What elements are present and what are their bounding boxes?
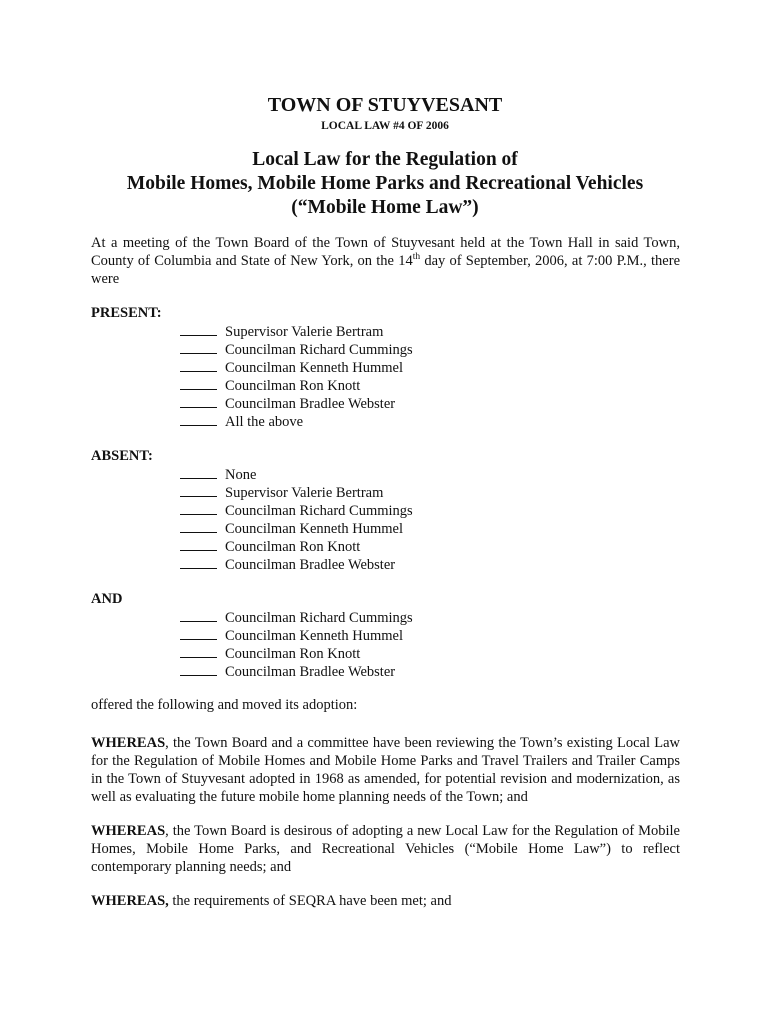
list-item — [180, 644, 413, 662]
town-title: TOWN OF STUYVESANT — [267, 94, 503, 116]
list-item — [180, 662, 413, 680]
list-item-label: All the above — [225, 414, 304, 430]
intro-ordinal-suffix: th — [412, 252, 421, 263]
whereas-text: , the Town Board is desirous of adopting a new Local Law for the Regulation of Mobile Homes, Mobile Home Parks, and Recreational Vehicles (“Mobile Home Law”) to reflect contemporary planning needs; and — [91, 823, 680, 875]
list-item — [180, 519, 413, 537]
absent-label: ABSENT: — [91, 448, 153, 464]
checkmark-blank[interactable] — [180, 537, 217, 551]
list-item-label: Councilman Ron Knott — [225, 646, 361, 662]
list-item-label: Supervisor Valerie Bertram — [225, 324, 384, 340]
list-item-label: Councilman Kenneth Hummel — [225, 628, 403, 644]
list-item-label: Councilman Kenneth Hummel — [225, 360, 403, 376]
checkmark-blank[interactable] — [180, 519, 217, 533]
list-item-label: Councilman Ron Knott — [225, 539, 361, 555]
list-item — [180, 376, 413, 394]
absent-list — [180, 465, 413, 573]
present-list — [180, 322, 413, 430]
list-item-label: Councilman Richard Cummings — [225, 342, 413, 358]
list-item — [180, 322, 413, 340]
list-item — [180, 465, 413, 483]
list-item — [180, 340, 413, 358]
list-item-label: Supervisor Valerie Bertram — [225, 485, 384, 501]
intro-text-after: day of September, 2006, at 7:00 P.M., there were — [91, 253, 681, 287]
whereas-text: , the Town Board and a committee have been reviewing the Town’s existing Local Law for the Regulation of Mobile Homes and Mobile Home Parks and Travel Trailers and Trailer Camps in the Town of Stuyvesant adopted in 1968 as amended, for potential revision and modernization, as well as evaluating the future mobile home planning needs of the Town; and — [91, 735, 680, 805]
checkmark-blank[interactable] — [180, 483, 217, 497]
intro-text-before: At a meeting of the Town Board of the Town of Stuyvesant held at the Town Hall in said Town, County of Columbia and State of New York, on the 14 — [91, 235, 680, 269]
meeting-intro — [91, 234, 680, 288]
list-item — [180, 608, 413, 626]
list-item — [180, 412, 413, 430]
law-number: LOCAL LAW #4 OF 2006 — [321, 120, 449, 132]
list-item — [180, 626, 413, 644]
list-item-label: Councilman Richard Cummings — [225, 610, 413, 626]
law-title-line-3: (“Mobile Home Law”) — [291, 197, 479, 218]
list-item — [180, 483, 413, 501]
whereas-keyword: WHEREAS, — [91, 893, 169, 909]
checkmark-blank[interactable] — [180, 412, 217, 426]
checkmark-blank[interactable] — [180, 358, 217, 372]
checkmark-blank[interactable] — [180, 322, 217, 336]
list-item — [180, 394, 413, 412]
checkmark-blank[interactable] — [180, 626, 217, 640]
and-label: AND — [91, 591, 123, 607]
checkmark-blank[interactable] — [180, 340, 217, 354]
whereas-paragraph — [91, 892, 680, 910]
checkmark-blank[interactable] — [180, 376, 217, 390]
list-item — [180, 501, 413, 519]
list-item-label: None — [225, 467, 257, 483]
law-title-line-2: Mobile Homes, Mobile Home Parks and Recreational Vehicles — [126, 173, 644, 194]
present-label: PRESENT: — [91, 305, 162, 321]
list-item-label: Councilman Bradlee Webster — [225, 396, 396, 412]
whereas-keyword: WHEREAS — [91, 735, 166, 751]
law-title-line-1: Local Law for the Regulation of — [252, 149, 518, 170]
and-list — [180, 608, 413, 680]
list-item-label: Councilman Richard Cummings — [225, 503, 413, 519]
offered-statement: offered the following and moved its adoption: — [91, 697, 358, 713]
whereas-paragraph — [91, 734, 680, 806]
checkmark-blank[interactable] — [180, 465, 217, 479]
checkmark-blank[interactable] — [180, 555, 217, 569]
whereas-text: the requirements of SEQRA have been met; and — [168, 893, 452, 909]
list-item-label: Councilman Bradlee Webster — [225, 557, 396, 573]
list-item-label: Councilman Kenneth Hummel — [225, 521, 403, 537]
checkmark-blank[interactable] — [180, 394, 217, 408]
checkmark-blank[interactable] — [180, 608, 217, 622]
list-item — [180, 537, 413, 555]
checkmark-blank[interactable] — [180, 644, 217, 658]
checkmark-blank[interactable] — [180, 501, 217, 515]
list-item — [180, 358, 413, 376]
list-item-label: Councilman Bradlee Webster — [225, 664, 396, 680]
list-item-label: Councilman Ron Knott — [225, 378, 361, 394]
whereas-paragraph — [91, 822, 680, 876]
list-item — [180, 555, 413, 573]
checkmark-blank[interactable] — [180, 662, 217, 676]
whereas-keyword: WHEREAS — [91, 823, 166, 839]
